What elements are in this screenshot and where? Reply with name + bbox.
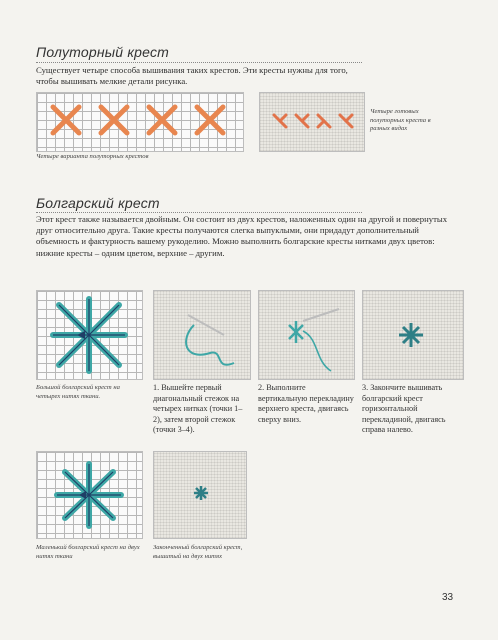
small-bulgarian-cross-diagram (36, 451, 143, 539)
big-diagram-caption: Большой болгарский крест на четырех нитях ткани. (36, 384, 120, 400)
section-title-half-cross: Полуторный крест (36, 44, 170, 60)
needle-thread-step2 (259, 291, 354, 379)
title-divider (36, 62, 362, 63)
step3-photo (362, 290, 464, 380)
small-cross-stitches (37, 452, 142, 538)
title-divider (36, 212, 362, 213)
half-cross-stitches (37, 93, 243, 151)
finished-big-cross (363, 291, 463, 379)
step1-photo (153, 290, 251, 380)
big-cross-stitches (37, 291, 142, 379)
finished-small-caption: Законченный болгарский крест, вышитый на двух нитях (153, 544, 243, 560)
half-cross-photo (259, 92, 365, 152)
page-number: 33 (442, 592, 454, 603)
needle-thread-step1 (154, 291, 250, 379)
half-cross-photo-stitches (260, 93, 364, 151)
half-cross-diagram (36, 92, 244, 152)
step2-photo (258, 290, 355, 380)
big-bulgarian-cross-diagram (36, 290, 143, 380)
half-cross-intro: Существует четыре способа вышивания таких крестов. Эти кресты нужны для того, чтобы вышивать мелкие детали рисунка. (36, 65, 348, 87)
step3-text: 3. Закончите вышивать болгарский крест горизонтальной перекладиной, двигаясь справа налево. (362, 383, 446, 435)
finished-small-cross-photo (153, 451, 247, 539)
section-title-bulgarian-cross: Болгарский крест (36, 195, 160, 211)
step2-text: 2. Выполните вертикальную перекладину верхнего креста, двигаясь сверху вниз. (258, 383, 354, 424)
bulgarian-cross-intro: Этот крест также называется двойным. Он состоит из двух крестов, наложенных один на другой и повернутых друг относительно друга. Такие кресты получаются слегка выпуклыми, они придадут дополнительный объемность и фактурность вашему рукоделию. Можно выполнить болгарские кресты нитками двух цветов: нижние кресты – одним цветом, верхние – другим. (36, 214, 448, 258)
small-diagram-caption: Маленький болгарский крест на двух нитях ткани (36, 544, 140, 560)
finished-small-cross (154, 452, 246, 538)
half-cross-photo-caption: Четыре готовых полуторных креста в разных видах (370, 108, 431, 133)
half-cross-diagram-caption: Четыре варианта полуторных крестов (36, 153, 149, 160)
step1-text: 1. Вышейте первый диагональный стежок на четырех нитках (точки 1–2), затем второй стежок (точки 3–4). (153, 383, 243, 435)
